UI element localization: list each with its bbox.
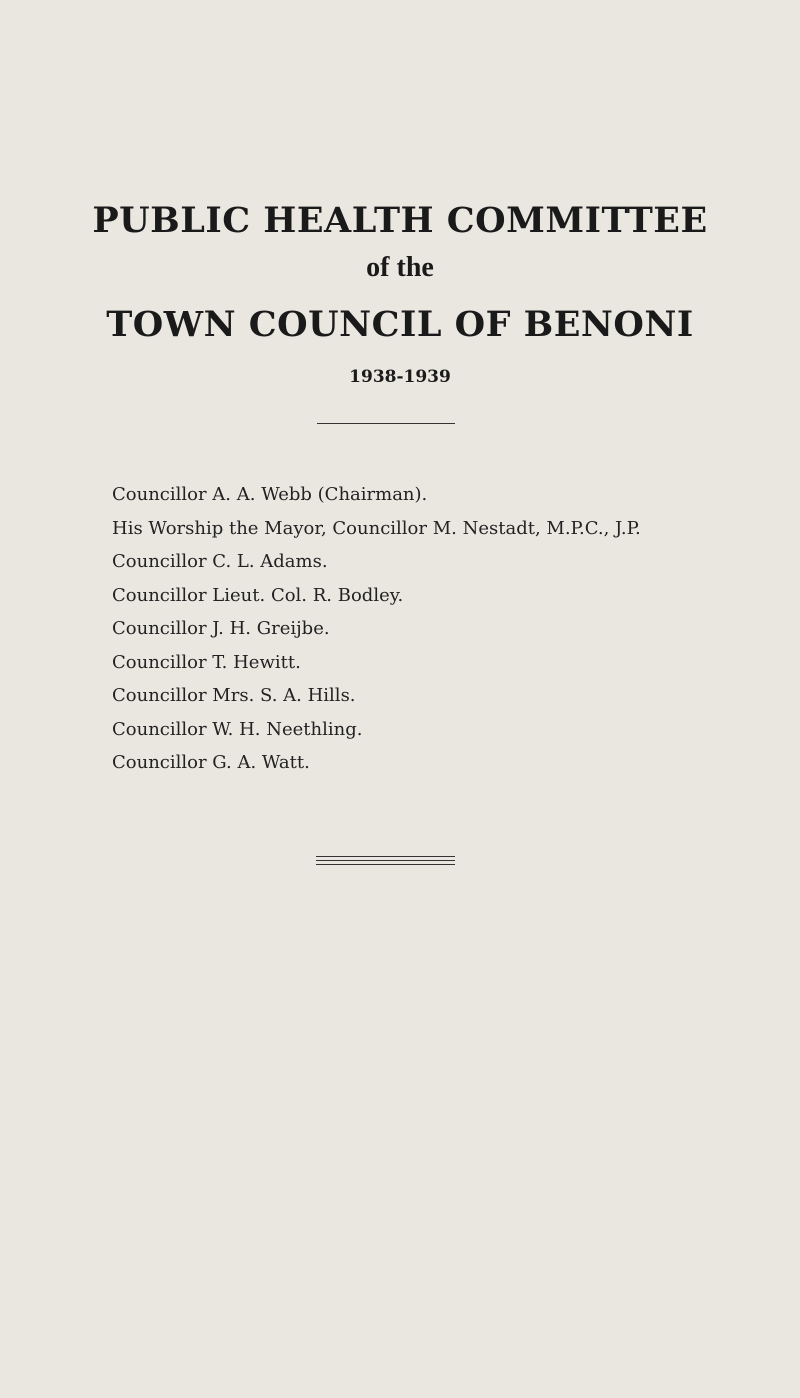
member-entry: Councillor Mrs. S. A. Hills. (112, 685, 356, 706)
year-range: 1938-1939 (349, 367, 451, 387)
member-entry: Councillor T. Hewitt. (112, 651, 301, 673)
member-entry: His Worship the Mayor, Councillor M. Nestadt, M.P.C., J.P. (112, 517, 641, 539)
committee-title: PUBLIC HEALTH COMMITTEE (92, 200, 708, 241)
of-the-line: of the (366, 252, 434, 283)
council-title: TOWN COUNCIL OF BENONI (106, 304, 694, 345)
member-entry: Councillor A. A. Webb (Chairman). (112, 484, 428, 505)
member-entry: Councillor Lieut. Col. R. Bodley. (112, 584, 404, 606)
member-entry: Councillor W. H. Neethling. (112, 718, 363, 740)
member-entry: Councillor J. H. Greijbe. (112, 618, 330, 639)
member-entry: Councillor C. L. Adams. (112, 551, 328, 572)
member-entry: Councillor G. A. Watt. (112, 752, 310, 773)
member-list (112, 478, 792, 780)
divider-top (317, 423, 455, 424)
divider-bottom (316, 860, 455, 861)
divider-bottom (316, 856, 455, 857)
divider-bottom (316, 864, 455, 865)
